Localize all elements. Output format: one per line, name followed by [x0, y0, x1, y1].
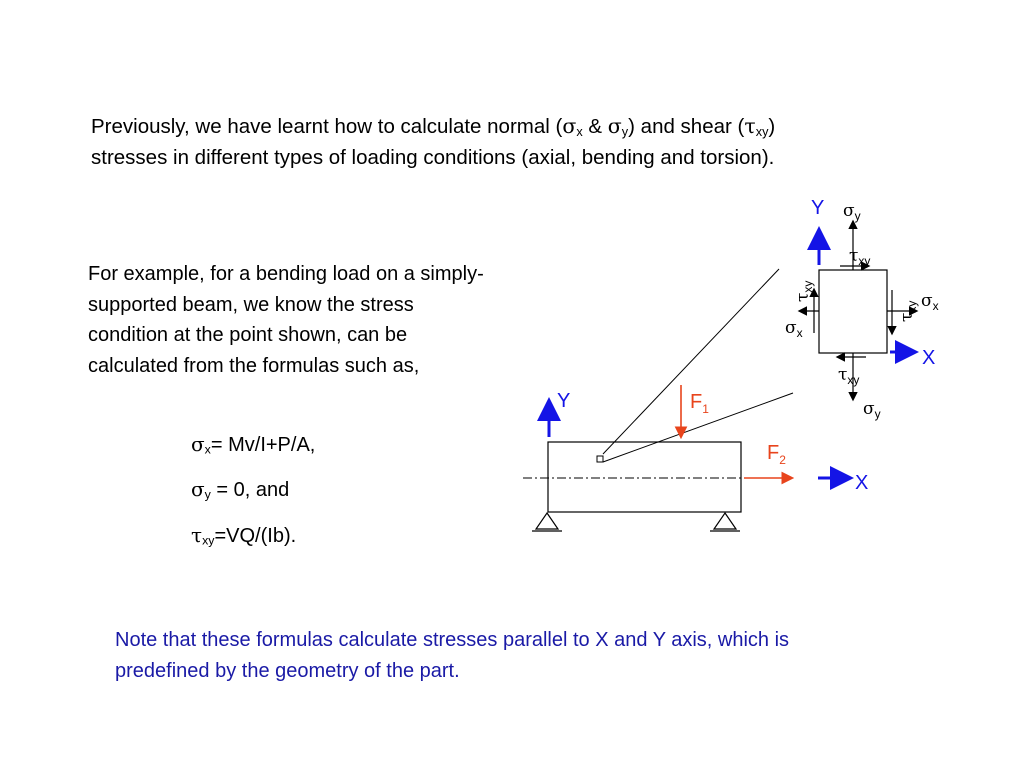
subscript-xy: xy	[847, 373, 860, 387]
right-support	[714, 513, 736, 529]
element-x-axis-label: X	[922, 347, 936, 369]
sigma-symbol: σ	[921, 291, 933, 311]
stress-element-group	[785, 197, 939, 421]
sigma-x-right-label	[921, 291, 939, 313]
tau-xy-top-label	[849, 246, 870, 268]
subscript-y: y	[204, 487, 211, 502]
intro-amp: &	[582, 115, 608, 138]
beam	[548, 442, 741, 512]
element-y-axis-label: Y	[811, 197, 825, 219]
force-f2-letter: F	[767, 442, 780, 464]
tau-symbol: τ	[793, 292, 813, 302]
sigma-x-left-label	[785, 318, 803, 340]
beam-y-axis-label: Y	[557, 390, 571, 412]
force-f1-letter: F	[690, 391, 703, 413]
tau-symbol: τ	[744, 114, 756, 138]
subscript-xy: xy	[202, 533, 215, 548]
sigma-symbol: σ	[785, 318, 797, 338]
sigma-y-top-label	[843, 201, 861, 223]
force-f2-subscript: 2	[779, 453, 786, 467]
force-f1-label	[690, 391, 709, 416]
tau-symbol: τ	[191, 523, 203, 547]
sigma-symbol: σ	[191, 432, 205, 456]
tau-xy-bottom-label	[838, 365, 859, 387]
subscript-xy: xy	[755, 123, 769, 139]
tau-symbol: τ	[838, 365, 848, 385]
stress-element	[819, 270, 887, 353]
subscript-x: x	[796, 326, 803, 340]
example-paragraph: For example, for a bending load on a simply-supported beam, we know the stress condition at the point shown, can be calculated from the formulas such as,	[88, 263, 484, 377]
sigma-symbol: σ	[607, 114, 622, 138]
tau-xy-left-label	[793, 281, 815, 302]
sigma-symbol: σ	[863, 399, 875, 419]
intro-line-2: stresses in different types of loading conditions (axial, bending and torsion).	[91, 146, 775, 169]
sigma-symbol: σ	[191, 477, 205, 501]
formula-tau-xy-expression: =VQ/(Ib).	[214, 525, 297, 547]
left-support	[536, 513, 558, 529]
tau-symbol: τ	[849, 246, 859, 266]
formula-sigma-y-expression: = 0, and	[210, 479, 290, 501]
subscript-x: x	[204, 442, 211, 457]
subscript-x: x	[576, 123, 583, 139]
stress-point-marker	[597, 456, 603, 462]
beam-x-axis-label: X	[855, 472, 869, 494]
intro-text-3: )	[768, 115, 776, 138]
subscript-xy: xy	[801, 280, 815, 293]
subscript-y: y	[854, 209, 861, 223]
force-f1-subscript: 1	[702, 402, 709, 416]
zoom-line-upper	[603, 269, 779, 454]
intro-text-2: ) and shear (	[628, 115, 745, 138]
tau-symbol: τ	[897, 312, 917, 322]
subscript-y: y	[621, 123, 629, 139]
subscript-xy: xy	[905, 300, 919, 313]
force-f2-label	[767, 442, 786, 467]
intro-text-1: Previously, we have learnt how to calculate normal (	[91, 115, 563, 138]
beam-group	[523, 442, 770, 531]
subscript-x: x	[932, 299, 939, 313]
formula-sigma-x-expression: = Mv/I+P/A,	[210, 434, 316, 456]
subscript-y: y	[874, 407, 881, 421]
subscript-xy: xy	[858, 254, 871, 268]
sigma-symbol: σ	[562, 114, 577, 138]
note-paragraph: Note that these formulas calculate stresses parallel to X and Y axis, which is predefined by the geometry of the part.	[115, 629, 790, 682]
sigma-symbol: σ	[843, 201, 855, 221]
sigma-y-bottom-label	[863, 399, 881, 421]
